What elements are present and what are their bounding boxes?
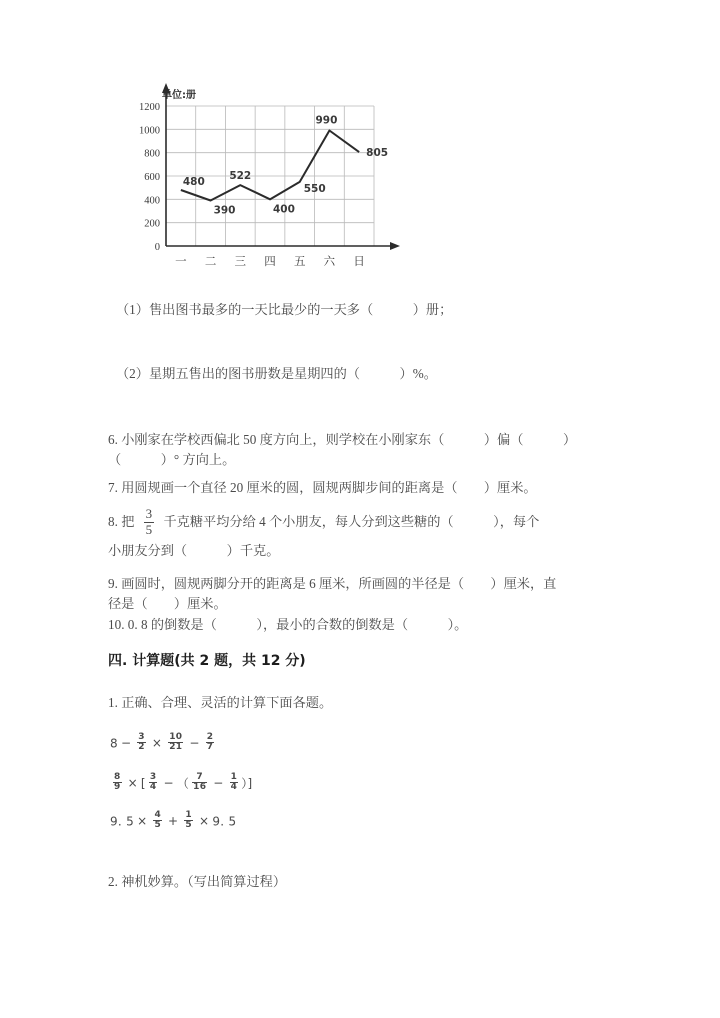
operator: × xyxy=(137,814,148,829)
fraction xyxy=(192,773,207,793)
fraction xyxy=(206,733,215,753)
question-6-line-1: 6. 小刚家在学校西偏北 50 度方向上，则学校在小刚家东（ ）偏（ ） xyxy=(108,432,577,447)
fraction-numerator: 2 xyxy=(206,732,214,742)
fraction-numerator: 3 xyxy=(145,506,153,521)
data-point-label: 550 xyxy=(303,182,326,195)
fraction-numerator: 10 xyxy=(169,732,183,742)
question-9-line-2: 径是（ ）厘米。 xyxy=(108,596,227,611)
x-axis-tick-label: 二 xyxy=(204,254,217,268)
fraction xyxy=(184,811,193,831)
operand: [ xyxy=(140,776,146,791)
operand: 8 xyxy=(110,736,118,751)
fraction-denominator: 5 xyxy=(185,820,192,831)
data-point-label: 480 xyxy=(182,176,205,188)
fraction xyxy=(113,773,122,793)
fraction-numerator: 4 xyxy=(154,810,162,820)
operand: 9. 5 xyxy=(110,814,135,829)
x-axis-tick-label: 日 xyxy=(353,254,365,268)
question-10: 10. 0. 8 的倒数是（ ），最小的合数的倒数是（ ）。 xyxy=(108,617,468,632)
chart-unit-label: 单位:册 xyxy=(162,90,196,101)
operator: × xyxy=(198,814,210,829)
y-axis-tick-label: 400 xyxy=(144,195,160,207)
fraction-denominator: 7 xyxy=(206,742,214,753)
fraction-denominator: 4 xyxy=(230,782,238,793)
y-axis-tick-label: 800 xyxy=(144,148,160,160)
question-8-line-1 xyxy=(108,508,539,538)
fraction-denominator: 16 xyxy=(193,782,207,793)
chart-question-1: （1）售出图书最多的一天比最少的一天多（ ）册； xyxy=(116,302,453,317)
fraction-denominator: 21 xyxy=(169,742,183,753)
x-axis-tick-label: 五 xyxy=(293,254,306,268)
fraction-denominator: 2 xyxy=(138,742,145,753)
data-point-label: 522 xyxy=(229,170,252,183)
section-item-2: 2. 神机妙算。（写出简算过程） xyxy=(108,874,287,889)
x-axis-tick-label: 三 xyxy=(234,254,247,268)
fraction-numerator: 7 xyxy=(196,772,203,782)
fraction-denominator: 4 xyxy=(149,782,157,793)
calculation-expression-3 xyxy=(110,812,236,832)
x-axis-tick-label: 四 xyxy=(264,254,276,268)
y-axis-tick-label: 1000 xyxy=(139,125,160,137)
fraction xyxy=(149,773,158,793)
section-item-1: 1. 正确、合理、灵活的计算下面各题。 xyxy=(108,695,333,710)
fraction-numerator: 3 xyxy=(138,732,145,742)
line-chart xyxy=(118,78,418,273)
operator: × xyxy=(127,776,138,791)
question-8-prefix: 8. 把 xyxy=(108,514,135,530)
y-axis-tick-label: 200 xyxy=(144,218,160,230)
section-heading: 四. 计算题(共 2 题，共 12 分) xyxy=(108,653,306,669)
fraction-denominator: 5 xyxy=(154,820,162,831)
chart-question-2: （2）星期五售出的图书册数是星期四的（ ）%。 xyxy=(116,366,437,381)
calculation-expression-2 xyxy=(110,774,252,794)
operator: − xyxy=(120,736,132,751)
fraction-denominator: 9 xyxy=(114,782,121,793)
data-point-label: 400 xyxy=(273,203,295,216)
fraction-numerator: 1 xyxy=(230,772,238,782)
operator: − xyxy=(163,776,174,791)
question-9-line-1: 9. 画圆时，圆规两脚分开的距离是 6 厘米，所画圆的半径是（ ）厘米，直 xyxy=(108,576,557,591)
y-axis-tick-label: 600 xyxy=(144,172,160,183)
data-point-label: 805 xyxy=(366,147,389,160)
fraction-numerator: 8 xyxy=(114,772,121,782)
fraction-denominator: 5 xyxy=(145,521,153,537)
operator: − xyxy=(189,736,200,751)
chart-data-line xyxy=(181,131,359,201)
question-8-line-2: 小朋友分到（ ）千克。 xyxy=(108,543,280,558)
data-point-label: 990 xyxy=(315,114,338,127)
y-axis-tick-label: 0 xyxy=(154,242,160,253)
operand: ） xyxy=(241,776,248,791)
question-8-fraction xyxy=(144,507,155,537)
question-6-line-2: （ ）° 方向上。 xyxy=(108,452,236,467)
fraction-numerator: 3 xyxy=(149,772,157,782)
data-point-label: 390 xyxy=(213,204,236,217)
fraction xyxy=(153,811,162,831)
operator: − xyxy=(213,776,224,791)
x-axis-tick-label: 六 xyxy=(323,254,336,268)
fraction xyxy=(168,733,183,753)
x-axis-tick-label: 一 xyxy=(175,254,187,268)
operator: + xyxy=(168,814,179,829)
y-axis-tick-label: 1200 xyxy=(139,102,160,113)
question-7: 7. 用圆规画一个直径 20 厘米的圆，圆规两脚步间的距离是（ ）厘米。 xyxy=(108,480,537,495)
fraction xyxy=(137,733,146,753)
calculation-expression-1 xyxy=(110,734,217,754)
operator: × xyxy=(151,736,163,751)
operand: 9. 5 xyxy=(212,814,237,829)
operand: （ xyxy=(176,776,190,791)
question-8-text: 千克糖平均分给 4 个小朋友，每人分到这些糖的（ ），每个 xyxy=(163,514,540,530)
chart-canvas xyxy=(118,78,418,273)
fraction xyxy=(230,773,239,793)
fraction-numerator: 1 xyxy=(185,810,192,820)
operand: ] xyxy=(247,776,253,791)
